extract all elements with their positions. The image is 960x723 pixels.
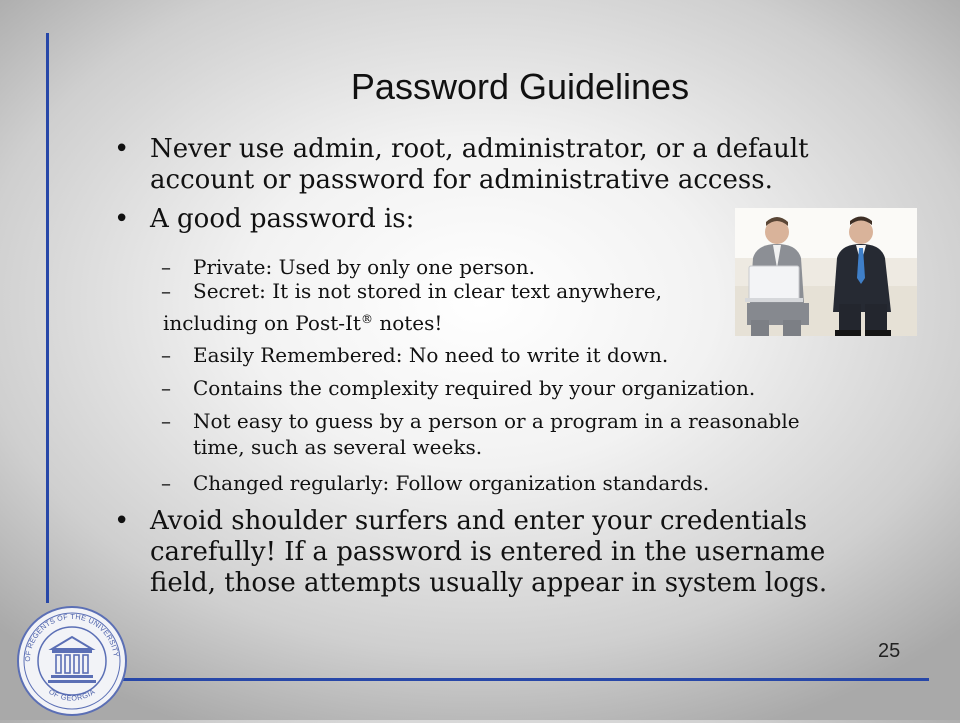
bullet-text-line: A good password is:: [150, 204, 415, 234]
dash-icon: –: [161, 279, 171, 303]
dash-icon: –: [161, 409, 171, 433]
sub-bullet-text: Private: Used by only one person.: [193, 255, 536, 279]
sub-bullet-not-easy: [161, 408, 800, 460]
continuation-text-end: notes!: [372, 311, 443, 335]
sub-bullet-private: [161, 254, 536, 280]
sub-bullet-complexity: [161, 375, 756, 401]
dash-icon: –: [161, 255, 171, 279]
svg-text:BOARD OF REGENTS OF THE UNIVER: OF REGENTS OF THE UNIVERSITY: [22, 611, 121, 662]
bullet-text-line: carefully! If a password is entered in the username: [150, 537, 826, 567]
bullet-text-line: Never use admin, root, administrator, or a default: [150, 134, 809, 164]
sub-bullet-continuation: [163, 310, 442, 336]
dash-icon: –: [161, 343, 171, 367]
bullet-admin-accounts: [114, 134, 809, 196]
bullet-good-password: [114, 204, 415, 235]
continuation-text: including on Post-It: [163, 311, 361, 335]
sub-bullet-text: Easily Remembered: No need to write it down.: [193, 343, 669, 367]
registered-mark: ®: [360, 312, 373, 326]
businessmen-photo: [735, 208, 917, 336]
bullet-text-line: Avoid shoulder surfers and enter your credentials: [150, 506, 808, 536]
bullet-icon: •: [114, 134, 130, 164]
bullet-text-line: field, those attempts usually appear in system logs.: [150, 568, 828, 598]
sub-bullet-text: time, such as several weeks.: [193, 435, 483, 459]
slide-number: 25: [878, 640, 901, 662]
usg-seal-logo: [14, 603, 130, 719]
sub-bullet-remembered: [161, 342, 669, 368]
bullet-icon: •: [114, 204, 130, 234]
sub-bullet-text: Contains the complexity required by your organization.: [193, 376, 756, 400]
sub-bullet-text: Secret: It is not stored in clear text anywhere,: [193, 279, 662, 303]
bullet-icon: •: [114, 506, 130, 536]
bullet-shoulder-surfers: [114, 506, 828, 599]
left-accent-line: [46, 33, 49, 603]
slide-title: Password Guidelines: [350, 66, 690, 107]
sub-bullet-text: Not easy to guess by a person or a program in a reasonable: [193, 409, 800, 433]
bottom-accent-line: [120, 678, 929, 681]
svg-text:OF GEORGIA: OF GEORGIA: [47, 686, 97, 703]
sub-bullet-text: Changed regularly: Follow organization standards.: [193, 471, 710, 495]
dash-icon: –: [161, 471, 171, 495]
dash-icon: –: [161, 376, 171, 400]
sub-bullet-changed: [161, 470, 710, 496]
seal-graphic: [14, 603, 130, 719]
bullet-text-line: account or password for administrative access.: [150, 165, 773, 195]
photo-illustration: [735, 208, 917, 336]
sub-bullet-secret: [161, 278, 662, 304]
